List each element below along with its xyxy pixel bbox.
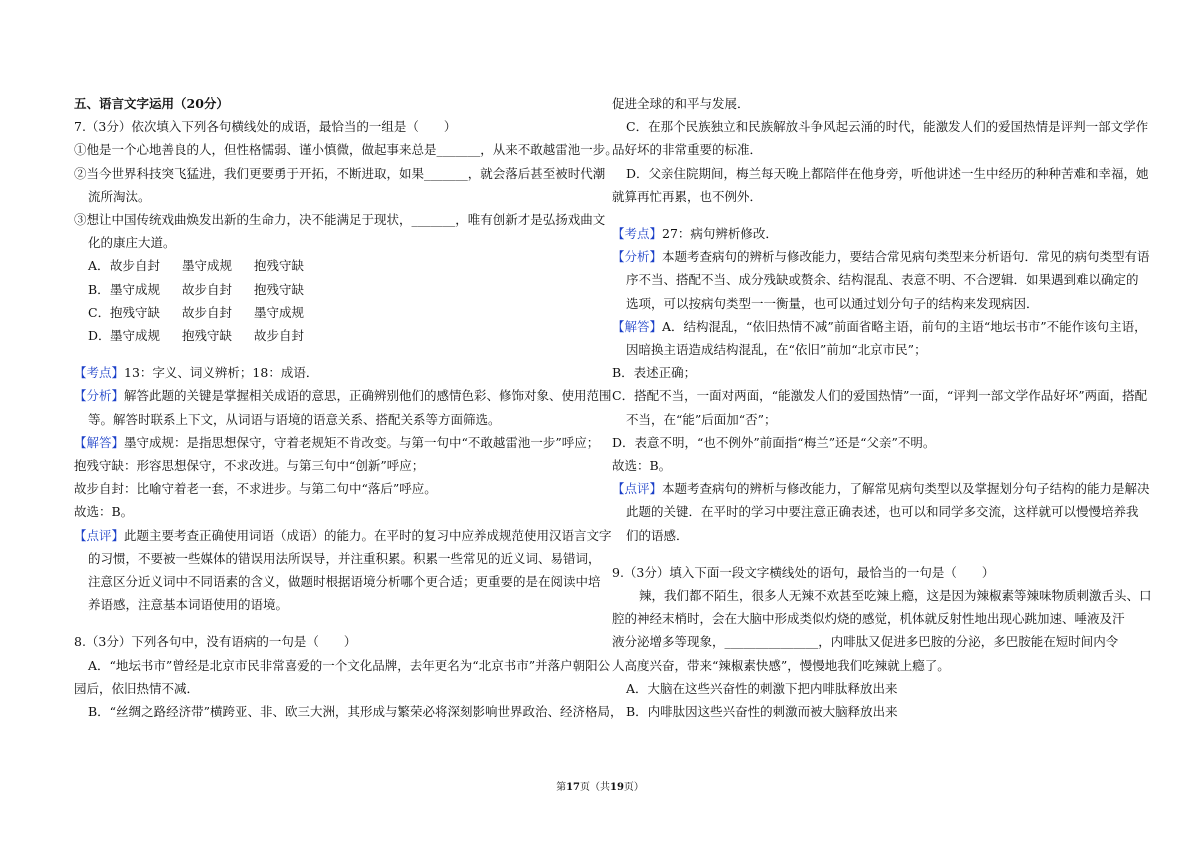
q8-fenxi	[612, 245, 1150, 268]
option-word: 墨守成规	[110, 281, 161, 297]
q7-sentence-1: ①他是一个心地善良的人，但性格懦弱、谨小慎微，做起事来总是_______，从来不敢越雷池一步。	[74, 142, 618, 158]
q8-jieda	[612, 315, 1147, 338]
option-word: 墨守成规	[254, 304, 305, 320]
option-word: 故步自封	[254, 328, 305, 344]
jieda-tag: 【解答】	[74, 434, 125, 450]
q8-jieda-d: D．表意不明，“也不例外”前面指“梅兰”还是“父亲”不明。	[612, 434, 936, 450]
q8-fenxi-cont-1: 序不当、搭配不当、成分残缺或赘余、结构混乱、表意不明、不合逻辑．如果遇到难以确定的	[626, 272, 1139, 288]
q8-dianping-cont-2: 们的语感．	[626, 527, 689, 543]
option-word: 故步自封	[182, 281, 233, 297]
q8-jieda-b: B．表述正确；	[612, 365, 697, 381]
footer-pre: 第	[556, 782, 567, 793]
q7-option-a	[74, 254, 604, 277]
footer-mid: 页（共	[580, 782, 610, 793]
page-footer	[0, 778, 1200, 793]
kaodian-text: 27：病句辨析修改．	[662, 226, 778, 242]
q7-dianping	[74, 524, 612, 547]
spacer	[74, 616, 604, 630]
page-number: 17	[566, 782, 580, 793]
q7-kaodian	[74, 361, 604, 384]
dianping-tag: 【点评】	[74, 527, 125, 543]
q8-option-a-cont: 园后，依旧热情不减．	[74, 680, 200, 696]
q7-sentence-3: ③想让中国传统戏曲焕发出新的生命力，决不能满足于现状，_______，唯有创新才是弘扬戏曲文	[74, 212, 606, 228]
right-column	[612, 92, 1152, 723]
q8-jieda-cont: 因暗换主语造成结构混乱，在“依旧”前加“北京市民”；	[626, 342, 927, 358]
q8-option-c: C．在那个民族独立和民族解放斗争风起云涌的时代，能激发人们的爱国热情是评判一部文学作	[626, 119, 1149, 135]
q7-answer: 故选：B。	[74, 504, 134, 520]
option-word: 抱残守缺	[254, 281, 305, 297]
fenxi-tag: 【分析】	[74, 388, 125, 404]
option-word: 抱残守缺	[254, 258, 305, 274]
q7-jieda	[74, 431, 604, 454]
option-word: 墨守成规	[182, 258, 233, 274]
kaodian-tag: 【考点】	[74, 365, 125, 381]
q9-option-b: B．内啡肽因这些兴奋性的刺激而被大脑释放出来	[626, 704, 898, 720]
option-label: D．	[88, 328, 111, 344]
fenxi-tag: 【分析】	[612, 249, 663, 265]
spacer	[74, 347, 604, 361]
footer-post: 页）	[623, 782, 644, 793]
q9-passage-2: 腔的神经末梢时，会在大脑中形成类似灼烧的感觉，机体就反射性地出现心跳加速、唾液及汗	[612, 611, 1125, 627]
option-label: B．	[88, 281, 110, 297]
q7-sentence-2-cont: 流所淘汰。	[88, 188, 151, 204]
kaodian-tag: 【考点】	[612, 226, 663, 242]
jieda-text: 墨守成规：是指思想保守，守着老规矩不肯改变。与第一句中“不敢越雷池一步”呼应；	[124, 434, 600, 450]
q8-option-d-cont: 就算再忙再累，也不例外．	[612, 188, 763, 204]
q8-dianping-cont-1: 此题的关键．在平时的学习中要注意正确表述，也可以和同学多交流，这样就可以慢慢培养我	[626, 504, 1139, 520]
option-word: 墨守成规	[110, 328, 161, 344]
q7-dianping-cont-3: 养语感，注意基本词语使用的语境。	[88, 597, 289, 613]
q8-kaodian	[612, 222, 1132, 245]
q8-answer: 故选：B。	[612, 458, 672, 474]
left-column	[74, 92, 623, 723]
q7-fenxi-cont: 等。解答时联系上下文，从词语与语境的语意关系、搭配关系等方面筛选。	[88, 411, 501, 427]
q7-sentence-2: ②当今世界科技突飞猛进，我们更要勇于开拓，不断进取，如果_______，就会落后甚至被时代潮	[74, 165, 606, 181]
q7-dianping-cont-1: 的习惯，不要被一些媒体的错误用法所误导，并注重积累。积累一些常见的近义词、易错词，	[88, 550, 601, 566]
q9-passage-3: 液分泌增多等现象，_______________，内啡肽又促进多巴胺的分泌，多巴胺能在短时间内令	[612, 634, 1119, 650]
spacer	[612, 208, 1132, 222]
option-word: 故步自封	[182, 304, 233, 320]
q9-option-a: A．大脑在这些兴奋性的刺激下把内啡肽释放出来	[626, 680, 898, 696]
dianping-text: 此题主要考查正确使用词语（成语）的能力。在平时的复习中应养成规范使用汉语言文字	[124, 527, 612, 543]
q7-dianping-cont-2: 注意区分近义词中不同语素的含义，做题时根据语境分析哪个更合适；更重要的是在阅读中培	[88, 574, 601, 590]
kaodian-text: 13：字义、词义辨析；18：成语．	[124, 365, 319, 381]
q7-jieda-line-3: 故步自封：比喻守着老一套，不求进步。与第二句中“落后”呼应。	[74, 481, 437, 497]
fenxi-text: 解答此题的关键是掌握相关成语的意思，正确辨别他们的感情色彩、修饰对象、使用范围	[124, 388, 612, 404]
q8-jieda-c: C．搭配不当，一面对两面，“能激发人们的爱国热情”一面，“评判一部文学作品好坏”两面，搭配	[612, 388, 1148, 404]
q7-option-b	[74, 278, 604, 301]
jieda-text: A．结构混乱，“依旧热情不减”前面省略主语，前句的主语“地坛书市”不能作该句主语，	[662, 318, 1147, 334]
q9-passage-4: 人高度兴奋，带来“辣椒素快感”，慢慢地我们吃辣就上瘾了。	[612, 657, 950, 673]
q8-option-a: A．“地坛书市”曾经是北京市民非常喜爱的一个文化品牌，去年更名为“北京书市”并落户朝阳公	[88, 657, 611, 673]
q8-option-c-cont: 品好坏的非常重要的标准．	[612, 142, 763, 158]
q8-dianping	[612, 477, 1150, 500]
q9-stem: 9.（3分）填入下面一段文字横线处的语句，最恰当的一句是（ ）	[612, 564, 995, 580]
option-word: 故步自封	[110, 258, 161, 274]
q8-option-d: D．父亲住院期间，梅兰每天晚上都陪伴在他身旁，听他讲述一生中经历的种种苦难和幸福，她	[626, 165, 1149, 181]
q9-passage-1: 辣，我们都不陌生，很多人无辣不欢甚至吃辣上瘾，这是因为辣椒素等辣味物质刺激舌头、口	[639, 588, 1152, 604]
option-word: 抱残守缺	[110, 304, 161, 320]
section-title: 五、语言文字运用（20分）	[74, 96, 229, 111]
dianping-tag: 【点评】	[612, 481, 663, 497]
q7-sentence-3-cont: 化的康庄大道。	[88, 235, 176, 251]
dianping-text: 本题考查病句的辨析与修改能力，了解常见病句类型以及掌握划分句子结构的能力是解决	[662, 481, 1150, 497]
option-label: C．	[88, 304, 111, 320]
q8-option-b-cont: 促进全球的和平与发展．	[612, 96, 750, 111]
option-word: 抱残守缺	[182, 328, 233, 344]
q7-jieda-line-2: 抱残守缺：形容思想保守，不求改进。与第三句中“创新”呼应；	[74, 458, 425, 474]
jieda-tag: 【解答】	[612, 318, 663, 334]
q8-option-b: B．“丝绸之路经济带”横跨亚、非、欧三大洲，其形成与繁荣必将深刻影响世界政治、经济格局，	[88, 704, 623, 720]
q7-stem: 7.（3分）依次填入下列各句横线处的成语，最恰当的一组是（ ）	[74, 119, 457, 135]
fenxi-text: 本题考查病句的辨析与修改能力，要结合常见病句类型来分析语句．常见的病句类型有语	[662, 249, 1150, 265]
spacer	[612, 547, 1132, 561]
q8-jieda-c-cont: 不当，在“能”后面加“否”；	[626, 411, 777, 427]
q7-fenxi	[74, 384, 612, 407]
q7-option-d	[74, 324, 604, 347]
option-label: A．	[88, 258, 110, 274]
q8-stem: 8.（3分）下列各句中，没有语病的一句是（ ）	[74, 634, 357, 650]
page-total: 19	[610, 782, 624, 793]
q7-option-c	[74, 301, 604, 324]
q8-fenxi-cont-2: 选项，可以按病句类型一一衡量，也可以通过划分句子的结构来发现病因．	[626, 295, 1039, 311]
